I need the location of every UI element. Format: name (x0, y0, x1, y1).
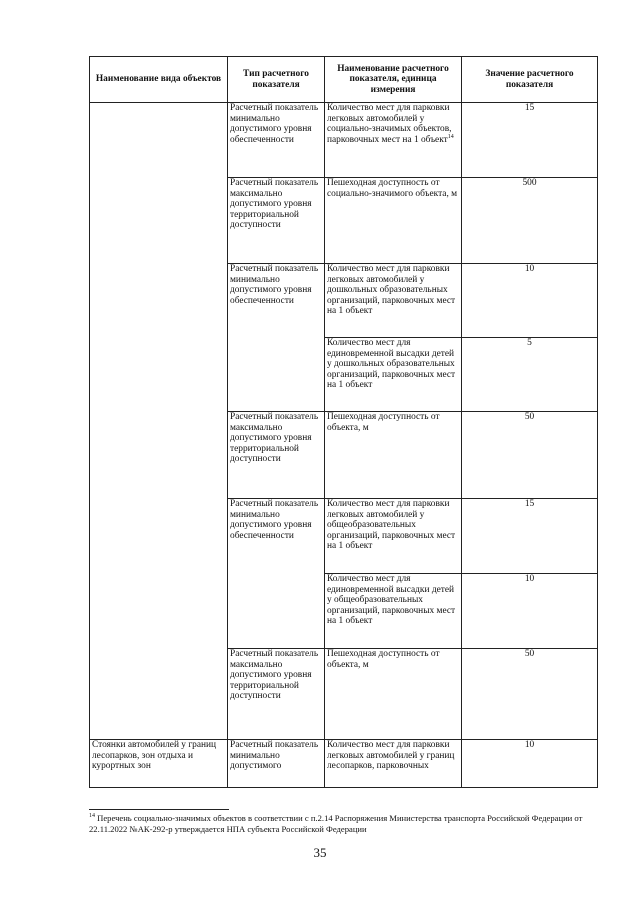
indicator-type-cell: Расчетный показатель максимально допустимого уровня территориальной доступности (228, 649, 325, 740)
header-object-type: Наименование вида объектов (90, 57, 228, 103)
object-cell-empty (90, 103, 228, 740)
indicators-table (89, 56, 598, 788)
indicator-type-cell: Расчетный показатель минимально допустимого уровня обеспеченности (228, 499, 325, 649)
indicator-name-cell: Количество мест для парковки легковых автомобилей у границ лесопарков, парковочных (325, 740, 462, 788)
indicator-value-cell: 10 (462, 264, 598, 338)
indicator-name-cell: Количество мест для единовременной высадки детей у дошкольных образовательных организаций, парковочных мест на 1 объект (325, 338, 462, 412)
indicator-name-cell: Количество мест для парковки легковых автомобилей у общеобразовательных организаций, парковочных мест на 1 объект (325, 499, 462, 574)
indicator-type-cell: Расчетный показатель максимально допустимого уровня территориальной доступности (228, 412, 325, 499)
indicator-name-cell: Пешеходная доступность от объекта, м (325, 649, 462, 740)
table-row (90, 740, 598, 788)
indicator-value-cell: 5 (462, 338, 598, 412)
indicator-name-cell: Пешеходная доступность от социально-значимого объекта, м (325, 178, 462, 264)
indicator-type-cell: Расчетный показатель минимально допустимого уровня обеспеченности (228, 103, 325, 178)
indicator-value-cell: 15 (462, 103, 598, 178)
footnote-text: Перечень социально-значимых объектов в соответствии с п.2.14 Распоряжения Министерства транспорта Российской Федерации от 22.11.2022 №АК-292-р утверждается НПА субъекта Российской Федерации (89, 813, 583, 834)
footnote-marker: 14 (89, 813, 95, 820)
table-row (90, 103, 598, 178)
page-number: 35 (313, 845, 327, 860)
footnote-separator (89, 809, 229, 810)
header-indicator-name: Наименование расчетного показателя, единица измерения (325, 57, 462, 103)
table-header-row (90, 57, 598, 103)
footnote-ref: 14 (447, 133, 454, 140)
indicator-name-text: Количество мест для парковки легковых автомобилей у социально-значимых объектов, парковочных мест на 1 объект (327, 103, 452, 145)
indicator-value-cell: 15 (462, 499, 598, 574)
footnote (89, 813, 601, 835)
indicator-name-cell: Количество мест для парковки легковых автомобилей у дошкольных образовательных организаций, парковочных мест на 1 объект (325, 264, 462, 338)
indicator-type-cell: Расчетный показатель минимально допустимого уровня обеспеченности (228, 264, 325, 412)
indicator-name-cell (325, 103, 462, 178)
indicator-value-cell: 50 (462, 412, 598, 499)
indicator-value-cell: 10 (462, 574, 598, 649)
indicator-value-cell: 10 (462, 740, 598, 788)
indicator-name-cell: Пешеходная доступность от объекта, м (325, 412, 462, 499)
object-type-cell: Стоянки автомобилей у границ лесопарков, зон отдыха и курортных зон (90, 740, 228, 788)
indicator-type-cell: Расчетный показатель минимально допустимого (228, 740, 325, 788)
indicator-value-cell: 50 (462, 649, 598, 740)
header-indicator-type: Тип расчетного показателя (228, 57, 325, 103)
indicator-type-cell: Расчетный показатель максимально допустимого уровня территориальной доступности (228, 178, 325, 264)
indicator-name-cell: Количество мест для единовременной высадки детей у общеобразовательных организаций, парковочных мест на 1 объект (325, 574, 462, 649)
header-indicator-value: Значение расчетного показателя (462, 57, 598, 103)
indicator-value-cell: 500 (462, 178, 598, 264)
